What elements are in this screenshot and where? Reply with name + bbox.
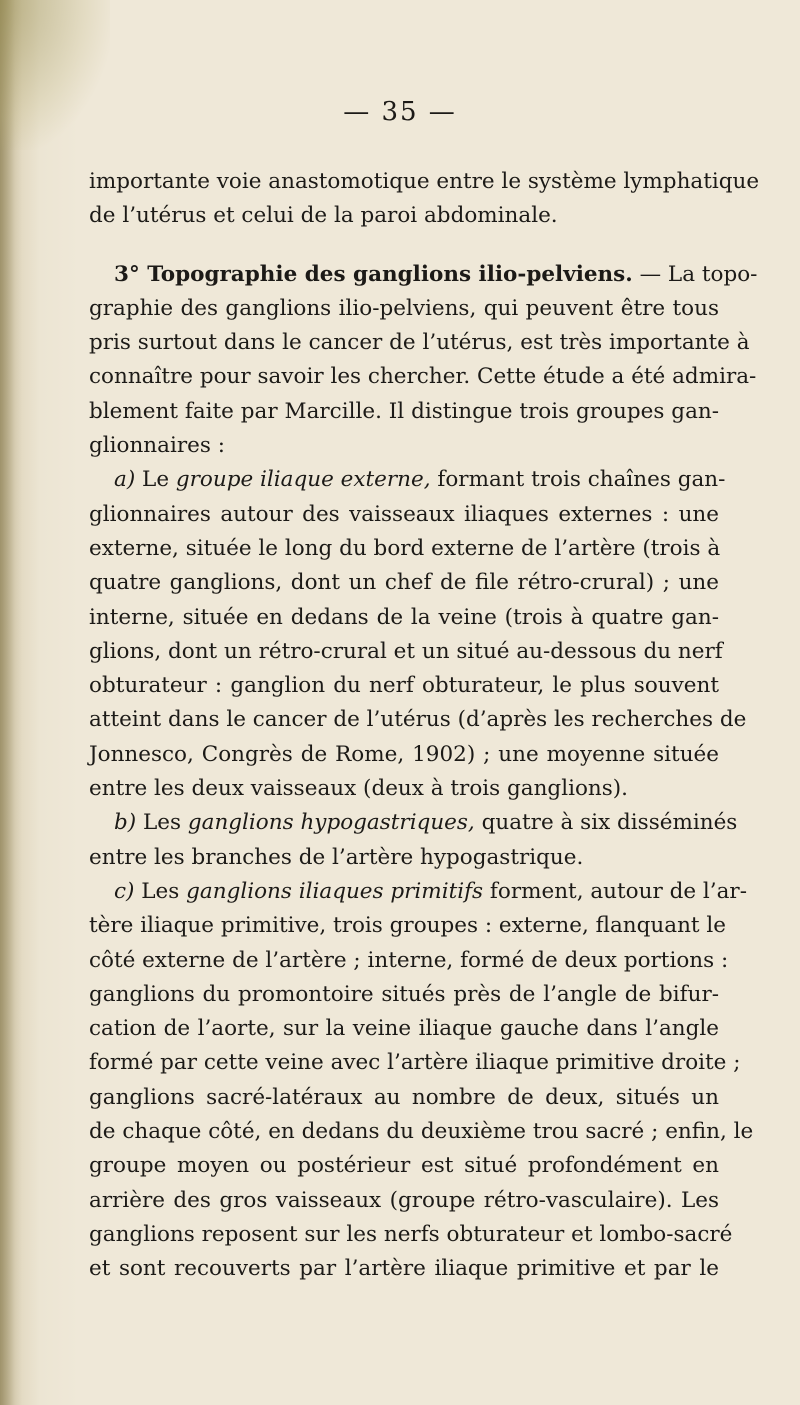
page-number: — 35 — xyxy=(343,97,457,127)
text-line: ganglions reposent sur les nerfs obturateur et lombo-sacré xyxy=(89,1221,733,1247)
text-line: atteint dans le cancer de l’utérus (d’après les recherches de xyxy=(89,707,747,733)
text-line: externe, située le long du bord externe de l’artère (trois à xyxy=(89,535,721,561)
text-line: connaître pour savoir les chercher. Cette étude a été admira- xyxy=(89,364,757,390)
item-text: Le xyxy=(135,467,176,493)
corner-stain xyxy=(0,0,110,150)
text-line: obturateur : ganglion du nerf obturateur, le plus souvent xyxy=(89,673,719,699)
item-text: Les xyxy=(134,878,187,904)
item-text: forment, autour de l’ar- xyxy=(483,878,747,904)
text-line: entre les branches de l’artère hypogastrique. xyxy=(89,844,584,870)
text-line: interne, située en dedans de la veine (trois à quatre gan- xyxy=(89,604,719,630)
text-line: formé par cette veine avec l’artère iliaque primitive droite ; xyxy=(89,1050,741,1076)
text-line: importante voie anastomotique entre le système lymphatique xyxy=(89,169,760,194)
item-title: ganglions hypogastriques, xyxy=(187,810,475,836)
text-line: tère iliaque primitive, trois groupes : externe, flanquant le xyxy=(89,913,727,939)
text-line: ganglions sacré-latéraux au nombre de deux, situés un xyxy=(89,1084,719,1110)
paragraph-gap xyxy=(89,234,719,258)
text-line: entre les deux vaisseaux (deux à trois ganglions). xyxy=(89,776,628,802)
text-line: de chaque côté, en dedans du deuxième trou sacré ; enfin, le xyxy=(89,1119,754,1145)
item-title: ganglions iliaques primitifs xyxy=(186,878,484,904)
text-line: de l’utérus et celui de la paroi abdominale. xyxy=(89,203,558,229)
item-text: formant trois chaînes gan- xyxy=(430,467,726,493)
section-heading: 3° Topographie des ganglions ilio-pelviens. xyxy=(114,261,633,287)
item-b-first-line xyxy=(89,806,738,840)
text-line: graphie des ganglions ilio-pelviens, qui peuvent être tous xyxy=(89,295,719,321)
item-marker: c) xyxy=(114,878,135,904)
text-line: arrière des gros vaisseaux (groupe rétro-vasculaire). Les xyxy=(89,1187,719,1213)
text-line: glionnaires : xyxy=(89,433,225,459)
item-marker: b) xyxy=(114,810,137,836)
text-line: blement faite par Marcille. Il distingue trois groupes gan- xyxy=(89,398,719,424)
section-heading-rest: — La topo- xyxy=(632,261,758,287)
body-text xyxy=(89,165,760,1287)
text-line: cation de l’aorte, sur la veine iliaque gauche dans l’angle xyxy=(89,1016,719,1042)
text-line: Jonnesco, Congrès de Rome, 1902) ; une moyenne située xyxy=(89,741,719,767)
text-line: groupe moyen ou postérieur est situé profondément en xyxy=(89,1153,719,1179)
item-marker: a) xyxy=(114,467,136,493)
item-a-first-line xyxy=(89,463,726,497)
text-line: ganglions du promontoire situés près de l’angle de bifur- xyxy=(89,981,719,1007)
item-text: Les xyxy=(136,810,188,836)
item-text: quatre à six disséminés xyxy=(474,810,738,836)
text-line: quatre ganglions, dont un chef de file rétro-crural) ; une xyxy=(89,570,719,596)
item-c-first-line xyxy=(89,875,747,909)
text-line: côté externe de l’artère ; interne, formé de deux portions : xyxy=(89,947,729,973)
text-line: glionnaires autour des vaisseaux iliaques externes : une xyxy=(89,501,719,527)
spine-shadow xyxy=(0,0,22,1405)
section-heading-line xyxy=(89,258,758,292)
text-line: et sont recouverts par l’artère iliaque primitive et par le xyxy=(89,1256,719,1282)
text-line: pris surtout dans le cancer de l’utérus, est très importante à xyxy=(89,330,750,356)
item-title: groupe iliaque externe, xyxy=(175,467,431,493)
text-line: glions, dont un rétro-crural et un situé au-dessous du nerf xyxy=(89,638,723,664)
